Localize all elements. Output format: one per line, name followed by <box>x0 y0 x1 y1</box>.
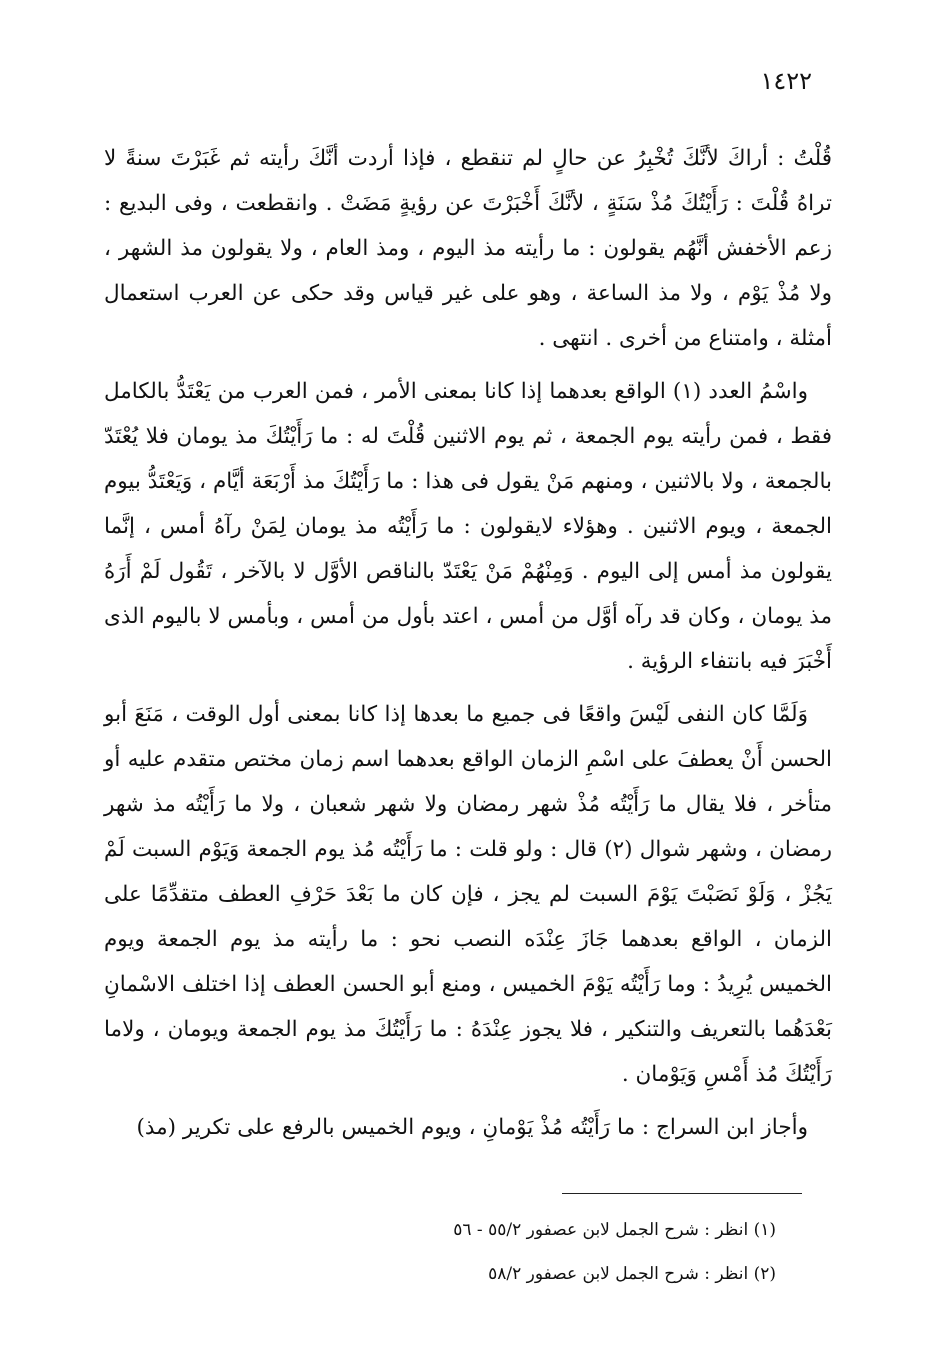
footnotes <box>216 1208 776 1296</box>
paragraph-3: وَلَمَّا كان النفى لَيْسَ واقعًا فى جميع ما بعدها إذا كانا بمعنى أول الوقت ، مَنَعَ أبو الحسن أَنْ يعطفَ على اسْمِ الزمان الواقع بعدهما اسم زمان مختص متقدم عليه أو متأخر ، فلا يقال ما رَأَيْتُه مُذْ شهر رمضان ولا شهر شعبان ، ولا ما رَأَيْتُه مذ شهر رمضان ، وشهر شوال (٢) قال : ولو قلت : ما رَأَيْتُه مُذ يوم الجمعة وَيَوْم السبت لَمْ يَجُزْ ، وَلَوْ نَصَبْتَ يَوْمَ السبت لم يجز ، فإن كان ما بَعْدَ حَرْفِ العطف متقدِّمًا على الزمان ، الواقع بعدهما جَازَ عِنْدَه النصب نحو : ما رأيته مذ يوم الجمعة ويوم الخميس يُرِيدُ : وما رَأَيْتُه يَوْمَ الخميس ، ومنع أبو الحسن العطف إذا اختلف الاسْمانِ بَعْدَهُما بالتعريف والتنكير ، فلا يجوز عِنْدَهُ : ما رَأَيْتُكَ مذ يوم الجمعة ويومان ، ولاما رَأَيْتُكَ مُذ أَمْسِ وَيَوْمان . <box>104 702 832 1087</box>
footnote-1: (١) انظر : شرح الجمل لابن عصفور ٥٥/٢ - ٥٦ <box>453 1220 776 1240</box>
main-text <box>104 136 832 1158</box>
footnote-divider <box>562 1193 802 1194</box>
paragraph-4: وأجاز ابن السراج : ما رَأَيْتُه مُذْ يَوْمانِ ، ويوم الخميس بالرفع على تكرير (مذ) <box>136 1115 808 1140</box>
page-number: ١٤٢٢ <box>760 67 812 95</box>
footnote-2: (٢) انظر : شرح الجمل لابن عصفور ٥٨/٢ <box>488 1264 776 1284</box>
paragraph-2: واسْمُ العدد (١) الواقع بعدهما إذا كانا بمعنى الأمر ، فمن العرب من يَعْتَدُّ بالكامل فقط ، فمن رأيته يوم الجمعة ، ثم يوم الاثنين قُلْتَ له : ما رَأَيْتُكَ مذ يومان فلا يُعْتَدّ بالجمعة ، ولا بالاثنين ، ومنهم مَنْ يقول فى هذا : ما رَأَيْتُكَ مذ أَرْبَعَة أيَّام ، وَيَعْتَدُّ بيوم الجمعة ، ويوم الاثنين . وهؤلاء لايقولون : ما رَأَيْتُه مذ يومان لِمَنْ رآهُ أمس ، إنَّما يقولون مذ أمس إلى اليوم . وَمِنْهُمْ مَنْ يَعْتَدّ بالناقص الأوَّل لا بالآخر ، تَقُول لَمْ أَرَهُ مذ يومان ، وكان قد رآه أوَّل من أمس ، اعتد بأول من أمس ، وبأمس لا باليوم الذى أَخْبَرَ فيه بانتفاء الرؤية . <box>104 379 832 674</box>
paragraph-1: قُلْتُ : أراكَ لأنَّكَ تُخْبِرُ عن حالٍ لم تنقطع ، فإذا أردت أنَّكَ رأيته ثم غَبَرْتَ سنةً لا تراهُ قُلْتَ : رَأَيْتُكَ مُذْ سَنَةٍ ، لأنَّكَ أَخْبَرْتَ عن رؤيةٍ مَضَتْ . وانقطعت ، وفى البديع : زعم الأخفش أنَّهُم يقولون : ما رأيته مذ اليوم ، ومذ العام ، ولا يقولون مذ الشهر ، ولا مُذْ يَوْم ، ولا مذ الساعة ، وهو على غير قياس وقد حكى عن العرب استعمال أمثلة ، وامتناع من أخرى . انتهى . <box>104 146 832 351</box>
